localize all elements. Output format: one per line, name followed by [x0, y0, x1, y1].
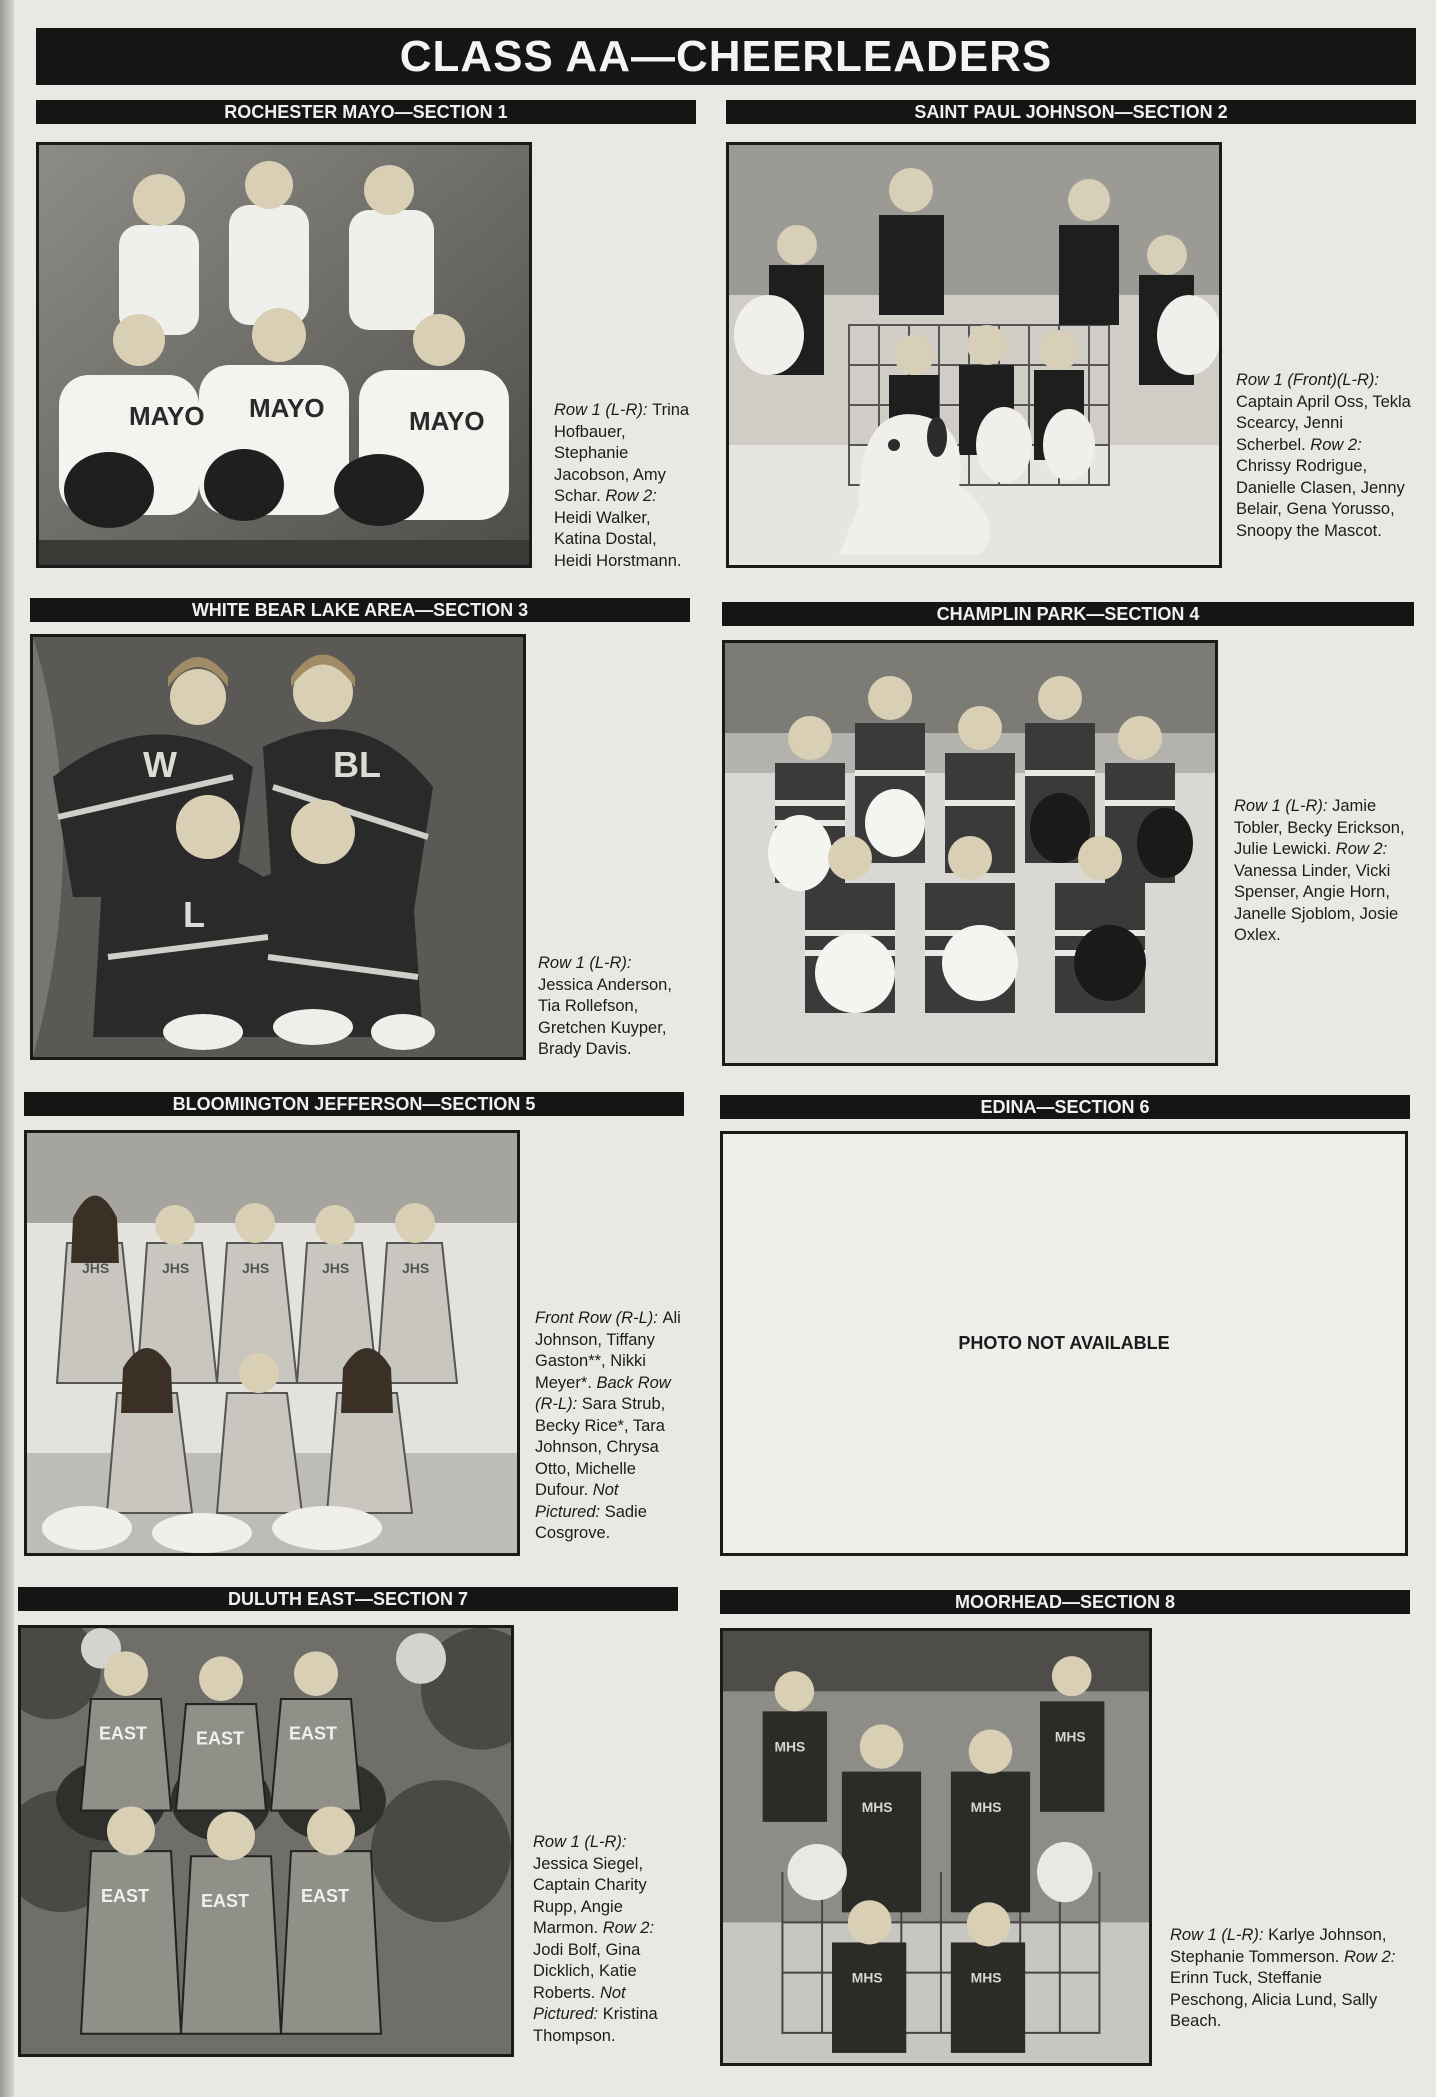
- caption: Row 1 (L-R): Jessica Anderson, Tia Rollefson, Gretchen Kuyper, Brady Davis.: [538, 954, 672, 1058]
- section-header: EDINA—SECTION 6: [720, 1095, 1410, 1119]
- uniform-lettering: MAYO: [409, 406, 485, 436]
- page-title: CLASS AA—CHEERLEADERS: [36, 28, 1416, 85]
- photo-placeholder: [720, 1131, 1408, 1556]
- uniform-lettering: BL: [333, 744, 381, 785]
- caption: Row 1 (L-R): Trina Hofbauer, Stephanie Jacobson, Amy Schar. Row 2: Heidi Walker, Katina Dostal, Heidi Horstmann.: [554, 401, 690, 570]
- uniform-lettering: EAST: [101, 1885, 149, 1906]
- caption: Row 1 (L-R): Jessica Siegel, Captain Charity Rupp, Angie Marmon. Row 2: Jodi Bolf, Gina Dicklich, Katie Roberts. Not Pictured: Kristina Thompson.: [533, 1833, 658, 2045]
- uniform-lettering: MAYO: [129, 401, 205, 431]
- uniform-lettering: JHS: [242, 1260, 270, 1276]
- uniform-lettering: JHS: [162, 1260, 190, 1276]
- section-duluth-east: [18, 1587, 678, 2047]
- uniform-lettering: MHS: [970, 1969, 1002, 1986]
- uniform-lettering: EAST: [289, 1723, 337, 1744]
- uniform-lettering: MHS: [774, 1738, 806, 1755]
- uniform-lettering: MHS: [861, 1798, 893, 1815]
- section-champlin-park: [722, 602, 1414, 1062]
- section-rochester-mayo: [36, 100, 696, 570]
- uniform-lettering: W: [143, 744, 177, 785]
- section-header: MOORHEAD—SECTION 8: [720, 1590, 1410, 1614]
- photo-scene: [21, 1628, 511, 2054]
- uniform-lettering: MHS: [851, 1969, 883, 1986]
- section-header: DULUTH EAST—SECTION 7: [18, 1587, 678, 1611]
- team-photo: [720, 1628, 1152, 2066]
- uniform-lettering: JHS: [322, 1260, 350, 1276]
- section-edina: [720, 1095, 1410, 1555]
- team-photo: [30, 634, 526, 1060]
- uniform-lettering: L: [183, 894, 205, 935]
- section-saint-paul-johnson: [726, 100, 1416, 560]
- team-photo: [36, 142, 532, 568]
- uniform-lettering: EAST: [99, 1723, 147, 1744]
- caption: Row 1 (L-R): Jamie Tobler, Becky Erickson, Julie Lewicki. Row 2: Vanessa Linder, Vicki Spenser, Angie Horn, Janelle Sjoblom, Josie Oxlex.: [1234, 797, 1405, 944]
- uniform-lettering: MHS: [970, 1798, 1002, 1815]
- page-binding-shadow: [0, 0, 14, 2097]
- uniform-lettering: MAYO: [249, 393, 325, 423]
- photo-scene: [27, 1133, 517, 1553]
- team-photo: [24, 1130, 520, 1556]
- uniform-lettering: JHS: [82, 1260, 110, 1276]
- team-photo: [722, 640, 1218, 1066]
- section-header: SAINT PAUL JOHNSON—SECTION 2: [726, 100, 1416, 124]
- team-photo: [18, 1625, 514, 2057]
- photo-scene: [723, 1631, 1149, 2063]
- photo-scene: [729, 145, 1219, 565]
- photo-not-available-label: PHOTO NOT AVAILABLE: [958, 1333, 1170, 1353]
- section-header: ROCHESTER MAYO—SECTION 1: [36, 100, 696, 124]
- photo-scene: [33, 637, 523, 1057]
- caption: Front Row (R-L): Ali Johnson, Tiffany Gaston**, Nikki Meyer*. Back Row (R-L): Sara Strub, Becky Rice*, Tara Johnson, Chrysa Otto, Michelle Dufour. Not Pictured: Sadie Cosgrove.: [535, 1309, 681, 1542]
- section-bloomington-jefferson: [24, 1092, 684, 1552]
- section-header: BLOOMINGTON JEFFERSON—SECTION 5: [24, 1092, 684, 1116]
- uniform-lettering: MHS: [1054, 1728, 1086, 1745]
- section-header: WHITE BEAR LAKE AREA—SECTION 3: [30, 598, 690, 622]
- uniform-lettering: EAST: [201, 1890, 249, 1911]
- caption: Row 1 (Front)(L-R): Captain April Oss, Tekla Scearcy, Jenni Scherbel. Row 2: Chrissy Rodrigue, Danielle Clasen, Jenny Belair, Gena Yorusso, Snoopy the Mascot.: [1236, 371, 1411, 540]
- team-photo: [726, 142, 1222, 568]
- photo-scene: [39, 145, 529, 565]
- caption: Row 1 (L-R): Karlye Johnson, Stephanie Tommerson. Row 2: Erinn Tuck, Steffanie Peschong, Alicia Lund, Sally Beach.: [1170, 1926, 1396, 2030]
- section-header: CHAMPLIN PARK—SECTION 4: [722, 602, 1414, 626]
- section-white-bear-lake-area: [30, 598, 690, 1058]
- uniform-lettering: EAST: [301, 1885, 349, 1906]
- section-moorhead: [720, 1590, 1410, 2070]
- uniform-lettering: EAST: [196, 1728, 244, 1749]
- photo-scene: [725, 643, 1215, 1063]
- uniform-lettering: JHS: [402, 1260, 430, 1276]
